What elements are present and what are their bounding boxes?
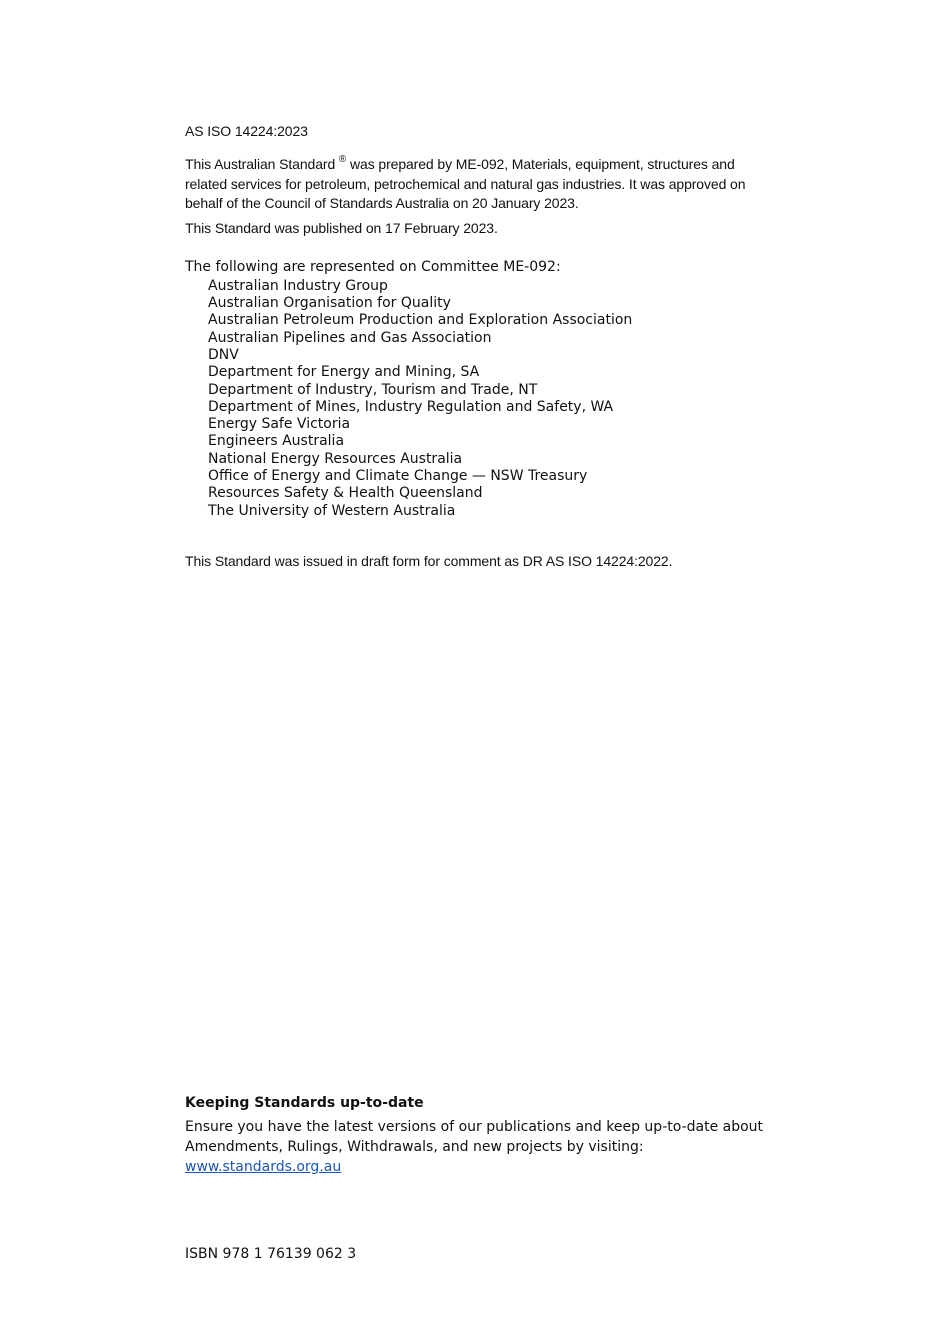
publication-statement: This Standard was published on 17 February 2023.: [185, 220, 498, 236]
prepared-text-after: was prepared by ME-092, Materials, equipment, structures and related services for petroleum, petrochemical and natural gas industries. It was approved on behalf of the Council of Standards Australia on 20 January 2023.: [185, 156, 746, 211]
standard-id: AS ISO 14224:2023: [185, 123, 308, 139]
keeping-up-to-date-section: [185, 1094, 775, 1177]
committee-member: Office of Energy and Climate Change — NSW Treasury: [208, 468, 588, 485]
committee-member: National Energy Resources Australia: [208, 450, 463, 467]
prepared-text-before: This Australian Standard: [185, 156, 339, 172]
committee-member: Department of Industry, Tourism and Trade, NT: [208, 381, 538, 398]
committee-member: Department for Energy and Mining, SA: [208, 364, 480, 381]
committee-member-list: [185, 278, 632, 520]
committee-member: Engineers Australia: [208, 433, 345, 450]
committee-member: The University of Western Australia: [208, 502, 456, 519]
committee-section: [185, 259, 632, 520]
committee-member: Resources Safety & Health Queensland: [208, 485, 483, 502]
preparation-statement: [185, 155, 775, 214]
standards-website-link[interactable]: www.standards.org.au: [185, 1158, 342, 1175]
keeping-heading: Keeping Standards up-to-date: [185, 1095, 424, 1111]
committee-member: Energy Safe Victoria: [208, 416, 351, 433]
committee-member: Department of Mines, Industry Regulation and Safety, WA: [208, 398, 614, 415]
keeping-body: [185, 1118, 775, 1177]
committee-member: Australian Industry Group: [208, 277, 388, 294]
isbn: ISBN 978 1 76139 062 3: [185, 1246, 357, 1262]
committee-member: Australian Pipelines and Gas Association: [208, 329, 492, 346]
committee-member: DNV: [208, 346, 239, 363]
registered-mark: ®: [338, 154, 347, 166]
committee-intro: The following are represented on Committee ME-092:: [185, 259, 561, 275]
draft-note: This Standard was issued in draft form for comment as DR AS ISO 14224:2022.: [185, 553, 673, 569]
committee-member: Australian Organisation for Quality: [208, 295, 451, 312]
committee-member: Australian Petroleum Production and Exploration Association: [208, 312, 633, 329]
keeping-body-text: Ensure you have the latest versions of our publications and keep up-to-date about Amendments, Rulings, Withdrawals, and new projects by visiting:: [185, 1119, 764, 1155]
